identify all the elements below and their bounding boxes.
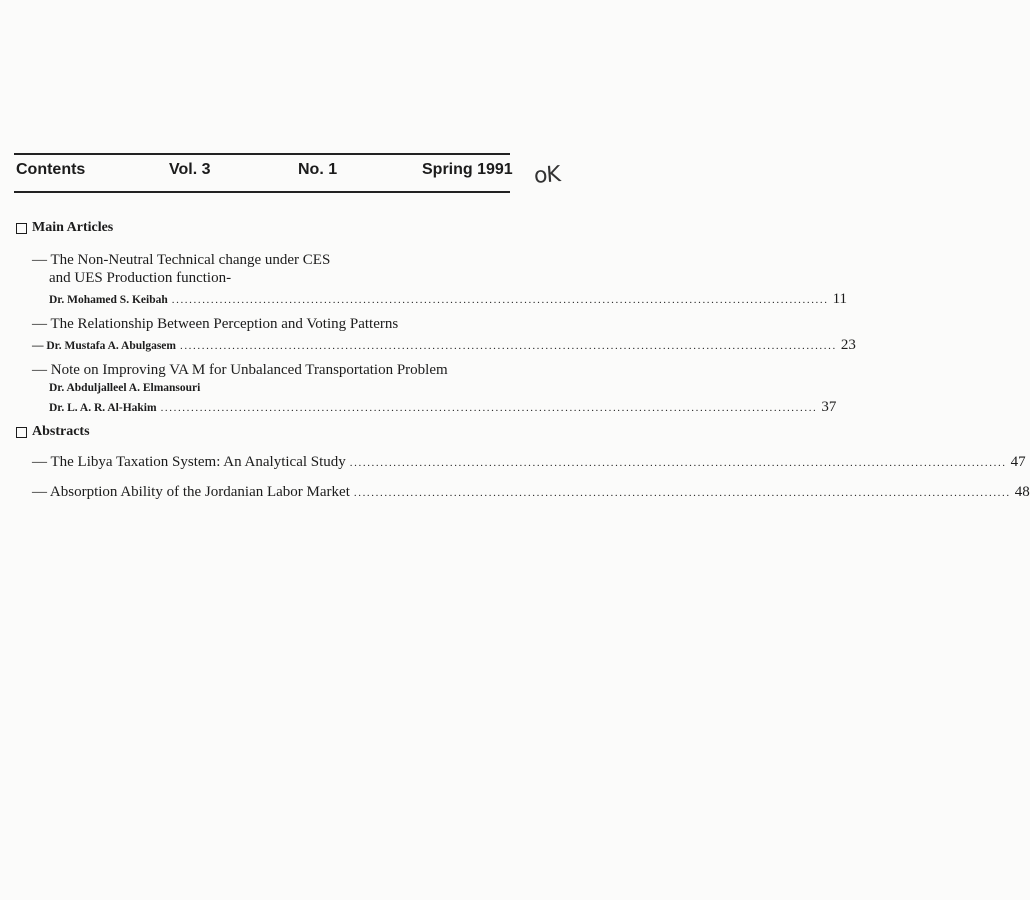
page-number: 37 xyxy=(821,399,837,415)
article-author: Dr. Mohamed S. Keibah xyxy=(49,294,168,306)
top-rule xyxy=(14,153,510,155)
issue-season-label: Spring 1991 xyxy=(422,161,513,178)
page-number: 48 xyxy=(1014,484,1030,500)
section-label: Abstracts xyxy=(32,424,90,439)
page-number: 23 xyxy=(840,337,856,353)
section-main-articles xyxy=(16,220,113,236)
checkbox-square-icon xyxy=(16,427,27,438)
toc-entry-row[interactable] xyxy=(49,291,848,308)
dot-leader: ....................................................................................................................................................... xyxy=(353,487,1011,499)
toc-entry-row[interactable] xyxy=(32,337,856,354)
article-title-line: and UES Production function- xyxy=(49,270,232,286)
abstract-title: — The Libya Taxation System: An Analytical Study xyxy=(32,454,346,470)
article-title-line: — The Non-Neutral Technical change under CES xyxy=(32,252,331,268)
handwritten-note: oK xyxy=(533,162,561,189)
toc-entry-row[interactable] xyxy=(32,484,1030,501)
toc-entry-row[interactable] xyxy=(32,454,1026,471)
dot-leader: ....................................................................................................................................................... xyxy=(160,402,818,414)
abstract-title: — Absorption Ability of the Jordanian Labor Market xyxy=(32,484,350,500)
volume-label: Vol. 3 xyxy=(169,161,211,178)
issue-number-label: No. 1 xyxy=(298,161,338,178)
section-abstracts xyxy=(16,424,90,440)
article-author: Dr. Abduljalleel A. Elmansouri xyxy=(49,382,201,394)
dot-leader: ....................................................................................................................................................... xyxy=(171,294,829,306)
article-author: — Dr. Mustafa A. Abulgasem xyxy=(32,340,176,352)
checkbox-square-icon xyxy=(16,223,27,234)
dot-leader: ....................................................................................................................................................... xyxy=(349,457,1007,469)
dot-leader: ....................................................................................................................................................... xyxy=(179,340,837,352)
article-title-line: — Note on Improving VA M for Unbalanced Transportation Problem xyxy=(32,362,448,378)
toc-entry-row[interactable] xyxy=(49,399,837,416)
contents-heading: Contents xyxy=(16,161,86,178)
article-author: Dr. L. A. R. Al-Hakim xyxy=(49,402,157,414)
section-label: Main Articles xyxy=(32,220,114,235)
page-number: 11 xyxy=(832,291,848,307)
bottom-rule xyxy=(14,191,510,193)
article-title-line: — The Relationship Between Perception and Voting Patterns xyxy=(32,316,399,332)
page-number: 47 xyxy=(1010,454,1026,470)
